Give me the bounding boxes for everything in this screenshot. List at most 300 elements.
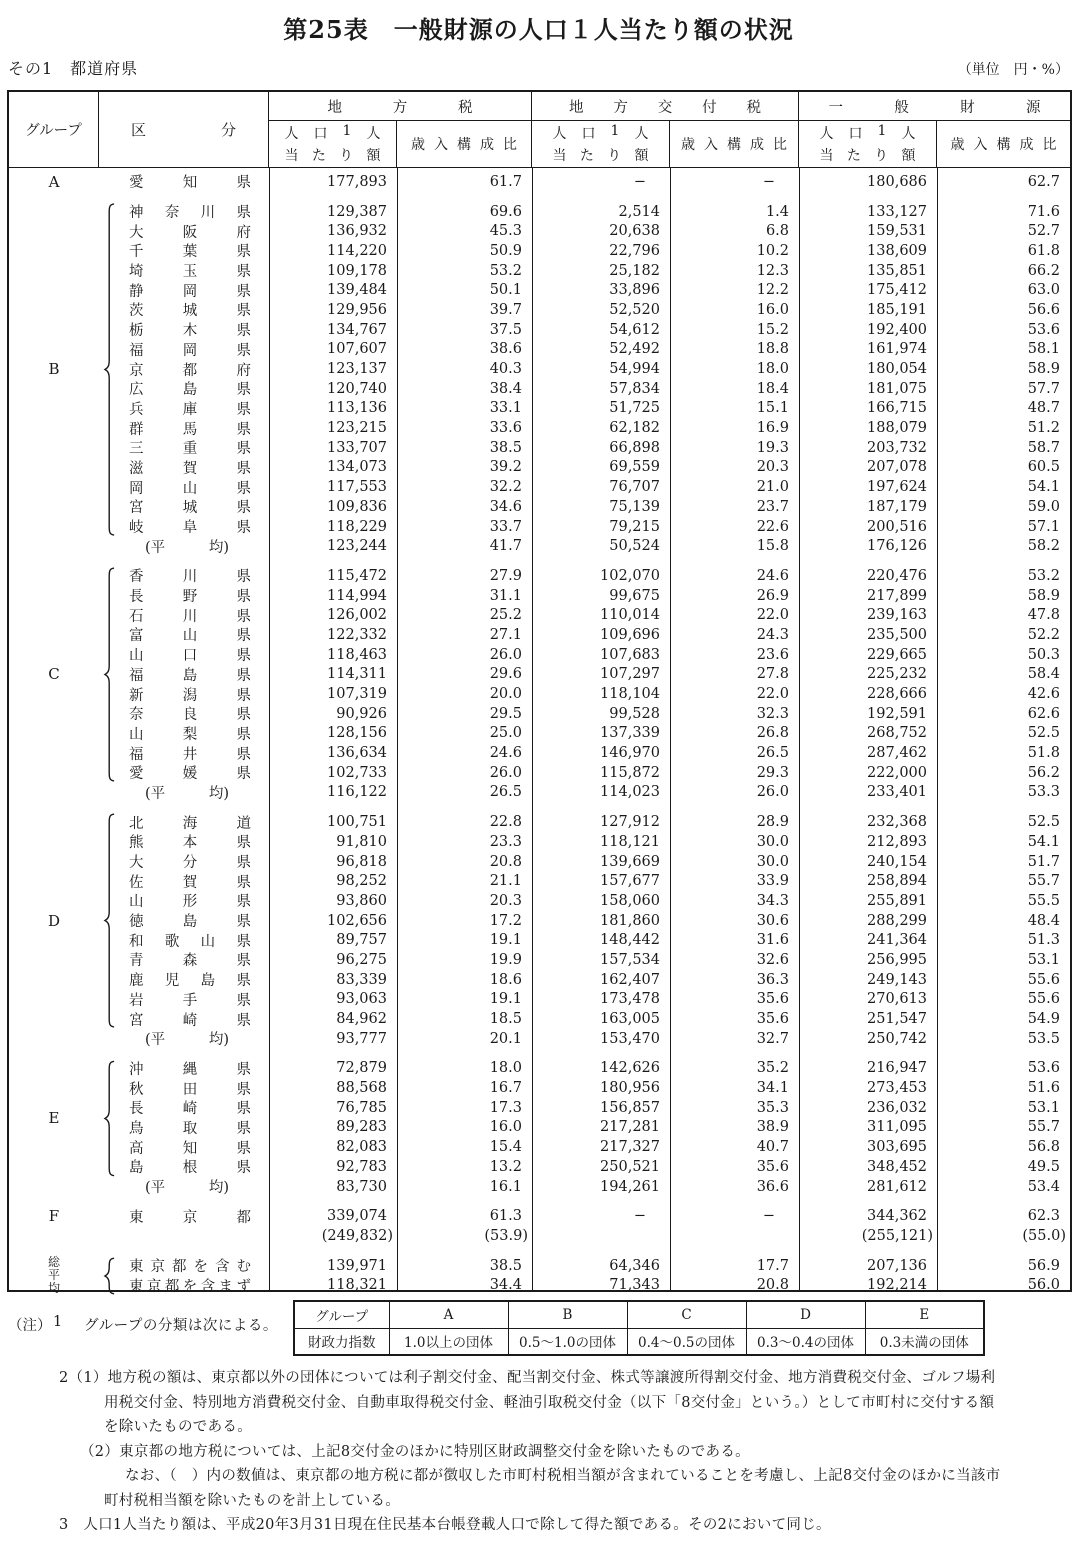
table-row xyxy=(9,1157,1070,1177)
table-part-label: その1 都道府県 xyxy=(8,59,139,78)
value-cell: 129,387 xyxy=(327,203,387,220)
region-name-cell: 岐 阜 県 xyxy=(129,520,251,537)
value-cell: 32.2 xyxy=(489,479,522,496)
value-cell: 49.5 xyxy=(1027,1158,1060,1175)
value-cell: 26.0 xyxy=(489,646,522,663)
table-row xyxy=(9,605,1070,625)
value-cell: 2,514 xyxy=(618,203,660,220)
value-cell: 91,810 xyxy=(336,833,387,850)
region-name-cell: 島 根 県 xyxy=(129,1160,251,1177)
value-cell: 61.8 xyxy=(1027,242,1060,259)
value-cell: 54.1 xyxy=(1027,833,1060,850)
value-cell: 90,926 xyxy=(336,705,387,722)
value-cell: 51,725 xyxy=(609,400,660,417)
value-cell: − xyxy=(762,1208,775,1225)
value-cell: 56.2 xyxy=(1027,764,1060,781)
note-line: 町村税相当額を除いたものを計上している。 xyxy=(104,1492,400,1509)
value-cell: 255,891 xyxy=(867,892,927,909)
group-label: D xyxy=(47,911,61,930)
table-row xyxy=(9,1256,1070,1276)
value-cell: 181,075 xyxy=(867,380,927,397)
region-name-cell: 茨 城 県 xyxy=(129,303,251,320)
table-row xyxy=(9,704,1070,724)
value-cell: 26.0 xyxy=(489,764,522,781)
table-row xyxy=(9,990,1070,1010)
value-cell: 15.4 xyxy=(489,1139,522,1156)
value-cell: 181,860 xyxy=(600,912,660,929)
value-cell: 114,023 xyxy=(600,784,660,801)
value-cell: 25.2 xyxy=(489,607,522,624)
value-cell: 159,531 xyxy=(867,223,927,240)
value-cell: 161,974 xyxy=(867,341,927,358)
value-cell: 96,818 xyxy=(336,853,387,870)
table-row xyxy=(9,586,1070,606)
value-cell: 52.2 xyxy=(1027,626,1060,643)
value-cell: 123,137 xyxy=(327,361,387,378)
region-name-cell: 千 葉 県 xyxy=(129,244,251,261)
value-cell: 59.0 xyxy=(1027,498,1060,515)
class-table-cell: B xyxy=(508,1301,627,1328)
region-name-cell: 神 奈 川 県 xyxy=(129,205,251,222)
value-cell: 26.8 xyxy=(756,725,789,742)
table-row xyxy=(9,438,1070,458)
value-cell: 92,783 xyxy=(336,1158,387,1175)
region-name-cell: 福 島 県 xyxy=(129,667,251,684)
value-cell: 134,073 xyxy=(327,459,387,476)
value-cell: 66.2 xyxy=(1027,262,1060,279)
region-name-cell: 新 潟 県 xyxy=(129,687,251,704)
value-cell: 217,899 xyxy=(867,587,927,604)
section-title: 一 般 財 源 xyxy=(799,92,1070,121)
region-name-cell: 長 崎 県 xyxy=(129,1101,251,1118)
class-table-cell: D xyxy=(746,1301,865,1328)
value-cell: 30.0 xyxy=(756,833,789,850)
value-cell: 15.8 xyxy=(756,538,789,555)
value-cell: 116,122 xyxy=(327,784,387,801)
region-name-cell: 山 梨 県 xyxy=(129,726,251,743)
region-name-cell: (平 均) xyxy=(145,539,229,556)
region-name-cell: 栃 木 県 xyxy=(129,323,251,340)
value-cell: 177,893 xyxy=(327,173,387,190)
value-cell: 26.5 xyxy=(489,784,522,801)
value-cell: 79,215 xyxy=(609,518,660,535)
unit-note: （単位 円・%） xyxy=(957,62,1069,78)
value-cell xyxy=(532,1226,670,1246)
note-1 xyxy=(8,1300,1070,1362)
value-cell: 75,139 xyxy=(609,498,660,515)
value-cell: 33.6 xyxy=(489,420,522,437)
value-cell: 166,715 xyxy=(867,400,927,417)
sub-header-row xyxy=(8,56,1069,78)
header-per-capita: 人 口 1 人 当 た り 額 xyxy=(532,121,670,167)
class-table-cell: C xyxy=(627,1301,746,1328)
table-row-paren xyxy=(9,1226,1070,1246)
value-cell: 344,362 xyxy=(867,1208,927,1225)
value-cell: 39.7 xyxy=(489,301,522,318)
column-rule xyxy=(532,168,533,1290)
value-cell: 153,470 xyxy=(600,1030,660,1047)
value-cell: 57.7 xyxy=(1027,380,1060,397)
group-block-C xyxy=(9,566,1070,802)
value-cell: 135,851 xyxy=(867,262,927,279)
value-cell: 38.6 xyxy=(489,341,522,358)
table-row xyxy=(9,911,1070,931)
header-section-general-resources xyxy=(799,92,1070,167)
table-row xyxy=(9,812,1070,832)
value-cell: 62.6 xyxy=(1027,705,1060,722)
value-cell: 27.1 xyxy=(489,626,522,643)
region-name-cell: 石 川 県 xyxy=(129,608,251,625)
table-row xyxy=(9,871,1070,891)
value-cell: 17.2 xyxy=(489,912,522,929)
value-cell: 45.3 xyxy=(489,223,522,240)
region-name-cell: 兵 庫 県 xyxy=(129,401,251,418)
value-cell: 53.5 xyxy=(1027,1030,1060,1047)
group-column-cell xyxy=(9,1177,99,1197)
group-label: B xyxy=(48,360,60,379)
value-cell: 29.5 xyxy=(489,705,522,722)
value-cell: 180,686 xyxy=(867,173,927,190)
value-cell: 139,669 xyxy=(600,853,660,870)
value-cell: 71.6 xyxy=(1027,203,1060,220)
table-header xyxy=(9,92,1070,168)
table-row xyxy=(9,497,1070,517)
note-line: 用税交付金、特別地方消費税交付金、自動車取得税交付金、軽油引取税交付金（以下「8交付金」という。）として市町村に交付する額 xyxy=(104,1394,995,1411)
value-cell: 113,136 xyxy=(327,400,387,417)
region-name-cell: (平 均) xyxy=(145,785,229,802)
value-cell: 273,453 xyxy=(867,1080,927,1097)
value-cell: 100,751 xyxy=(327,814,387,831)
value-cell: 62,182 xyxy=(609,420,660,437)
value-cell: 93,777 xyxy=(336,1030,387,1047)
value-cell: 29.6 xyxy=(489,666,522,683)
value-cell: 18.5 xyxy=(489,1011,522,1028)
value-cell: 32.6 xyxy=(756,951,789,968)
value-cell: 136,932 xyxy=(327,223,387,240)
value-cell: 28.9 xyxy=(756,814,789,831)
value-cell: 35.3 xyxy=(756,1099,789,1116)
value-cell: 23.7 xyxy=(756,498,789,515)
header-category-column xyxy=(99,92,269,167)
value-cell: 114,220 xyxy=(327,242,387,259)
value-cell: 58.9 xyxy=(1027,587,1060,604)
value-cell: 18.4 xyxy=(756,380,789,397)
value-cell: 118,229 xyxy=(327,518,387,535)
table-row xyxy=(9,172,1070,192)
value-cell: 41.7 xyxy=(489,538,522,555)
value-cell: 58.7 xyxy=(1027,439,1060,456)
value-cell: 22,796 xyxy=(609,242,660,259)
table-row xyxy=(9,418,1070,438)
table-row xyxy=(9,950,1070,970)
region-name-cell: 岩 手 県 xyxy=(129,992,251,1009)
class-table-cell: 財政力指数 xyxy=(294,1328,389,1355)
table-row xyxy=(9,665,1070,685)
value-cell: 31.1 xyxy=(489,587,522,604)
value-cell: 27.9 xyxy=(489,567,522,584)
value-cell: 139,971 xyxy=(327,1257,387,1274)
value-cell: 25,182 xyxy=(609,262,660,279)
value-cell: 35.6 xyxy=(756,1158,789,1175)
value-cell: 249,143 xyxy=(867,971,927,988)
region-name-cell: 愛 知 県 xyxy=(129,175,251,192)
group-block-D xyxy=(9,812,1070,1048)
value-cell: 20.3 xyxy=(489,892,522,909)
table-row-average xyxy=(9,1029,1070,1049)
header-per-capita: 人 口 1 人 当 た り 額 xyxy=(269,121,397,167)
value-cell: 19.1 xyxy=(489,932,522,949)
value-cell: 251,547 xyxy=(867,1011,927,1028)
value-cell: 129,956 xyxy=(327,301,387,318)
value-cell: 134,767 xyxy=(327,321,387,338)
value-cell: 23.3 xyxy=(489,833,522,850)
region-name-cell: 東 京 都 xyxy=(129,1209,251,1226)
value-cell: 18.8 xyxy=(756,341,789,358)
section-title: 地 方 税 xyxy=(269,92,531,121)
value-cell: 50.3 xyxy=(1027,646,1060,663)
value-cell: 268,752 xyxy=(867,725,927,742)
region-name-cell: 大 阪 府 xyxy=(129,224,251,241)
value-cell: 203,732 xyxy=(867,439,927,456)
note-1-number: 1 xyxy=(53,1314,63,1330)
group-block-総平均 xyxy=(9,1256,1070,1295)
header-category-label: 区 分 xyxy=(131,121,236,139)
value-cell: 107,607 xyxy=(327,341,387,358)
value-cell: 10.2 xyxy=(756,242,789,259)
region-name-cell: 東 京 都 を 含 む xyxy=(129,1259,251,1276)
value-cell: 157,534 xyxy=(600,951,660,968)
value-cell: 55.5 xyxy=(1027,892,1060,909)
value-cell: 30.0 xyxy=(756,853,789,870)
header-revenue-ratio: 歳 入 構 成 比 xyxy=(411,137,517,153)
value-cell: 53.6 xyxy=(1027,321,1060,338)
value-cell: 55.7 xyxy=(1027,873,1060,890)
value-cell: 13.2 xyxy=(489,1158,522,1175)
table-row xyxy=(9,379,1070,399)
header-revenue-ratio: 歳 入 構 成 比 xyxy=(681,137,787,153)
value-cell: 109,696 xyxy=(600,626,660,643)
value-cell: 22.8 xyxy=(489,814,522,831)
region-name-cell: 群 馬 県 xyxy=(129,421,251,438)
value-cell: 55.6 xyxy=(1027,991,1060,1008)
table-row xyxy=(9,1078,1070,1098)
value-cell: 82,083 xyxy=(336,1139,387,1156)
region-name-cell: 高 知 県 xyxy=(129,1140,251,1157)
table-row xyxy=(9,399,1070,419)
value-cell: 6.8 xyxy=(765,223,789,240)
value-cell: 53.2 xyxy=(489,262,522,279)
region-name-cell: 秋 田 県 xyxy=(129,1081,251,1098)
region-name-cell xyxy=(99,1226,269,1246)
value-cell: 137,339 xyxy=(600,725,660,742)
value-cell: 52.7 xyxy=(1027,223,1060,240)
value-cell: 84,962 xyxy=(336,1011,387,1028)
value-cell: 128,156 xyxy=(327,725,387,742)
value-cell: 127,912 xyxy=(600,814,660,831)
value-cell: 20,638 xyxy=(609,223,660,240)
value-cell: (55.0) xyxy=(1022,1227,1066,1244)
table-row xyxy=(9,1118,1070,1138)
column-rule xyxy=(670,168,671,1290)
header-section-allocation-tax xyxy=(532,92,799,167)
value-cell: 57,834 xyxy=(609,380,660,397)
value-cell: 24.3 xyxy=(756,626,789,643)
value-cell: 16.0 xyxy=(756,301,789,318)
value-cell: 17.3 xyxy=(489,1099,522,1116)
value-cell: 51.8 xyxy=(1027,745,1060,762)
value-cell: − xyxy=(762,173,775,190)
region-name-cell: (平 均) xyxy=(145,1180,229,1197)
value-cell: 192,591 xyxy=(867,705,927,722)
value-cell: 235,500 xyxy=(867,626,927,643)
value-cell: 93,063 xyxy=(336,991,387,1008)
column-rule xyxy=(269,168,270,1290)
table-row xyxy=(9,743,1070,763)
value-cell: 54.1 xyxy=(1027,479,1060,496)
region-name-cell: 鹿 児 島 県 xyxy=(129,973,251,990)
region-name-cell: 富 山 県 xyxy=(129,628,251,645)
value-cell: 258,894 xyxy=(867,873,927,890)
value-cell: 50.9 xyxy=(489,242,522,259)
value-cell: 61.3 xyxy=(489,1208,522,1225)
value-cell: 72,879 xyxy=(336,1060,387,1077)
region-name-cell: 奈 良 県 xyxy=(129,707,251,724)
table-row xyxy=(9,1137,1070,1157)
value-cell: 60.5 xyxy=(1027,459,1060,476)
value-cell: 281,612 xyxy=(867,1178,927,1195)
value-cell: 236,032 xyxy=(867,1099,927,1116)
value-cell: 146,970 xyxy=(600,745,660,762)
value-cell: 58.2 xyxy=(1027,538,1060,555)
value-cell: 57.1 xyxy=(1027,518,1060,535)
table-row xyxy=(9,684,1070,704)
value-cell: 18.0 xyxy=(756,361,789,378)
value-cell: (249,832) xyxy=(321,1227,393,1244)
value-cell: 220,476 xyxy=(867,567,927,584)
value-cell: 16.7 xyxy=(489,1080,522,1097)
value-cell: 142,626 xyxy=(600,1060,660,1077)
table-row xyxy=(9,280,1070,300)
value-cell: 98,252 xyxy=(336,873,387,890)
value-cell: 115,872 xyxy=(600,764,660,781)
class-table-cell: 0.3未満の団体 xyxy=(865,1328,984,1355)
region-name-cell: 東 京 都 を 含 ま ず xyxy=(129,1278,251,1295)
value-cell: 16.0 xyxy=(489,1119,522,1136)
value-cell: 33.9 xyxy=(756,873,789,890)
region-name-cell: 佐 賀 県 xyxy=(129,874,251,891)
value-cell: 52,492 xyxy=(609,341,660,358)
value-cell: 24.6 xyxy=(756,567,789,584)
value-cell: 51.3 xyxy=(1027,932,1060,949)
table-row xyxy=(9,930,1070,950)
value-cell: 69,559 xyxy=(609,459,660,476)
value-cell: 50.1 xyxy=(489,282,522,299)
table-row-average xyxy=(9,783,1070,803)
table-row xyxy=(9,1059,1070,1079)
value-cell: 76,707 xyxy=(609,479,660,496)
table-body xyxy=(9,168,1070,1295)
value-cell: 18.0 xyxy=(489,1060,522,1077)
value-cell: 133,127 xyxy=(867,203,927,220)
value-cell: 240,154 xyxy=(867,853,927,870)
table-row xyxy=(9,458,1070,478)
value-cell: 207,078 xyxy=(867,459,927,476)
region-name-cell: 岡 山 県 xyxy=(129,480,251,497)
region-name-cell: 山 口 県 xyxy=(129,648,251,665)
value-cell: 69.6 xyxy=(489,203,522,220)
table-row xyxy=(9,202,1070,222)
value-cell: 12.3 xyxy=(756,262,789,279)
value-cell: 34.6 xyxy=(489,498,522,515)
value-cell: 212,893 xyxy=(867,833,927,850)
value-cell: 311,095 xyxy=(867,1119,927,1136)
region-name-cell: 滋 賀 県 xyxy=(129,460,251,477)
value-cell: 138,609 xyxy=(867,242,927,259)
section-title: 地 方 交 付 税 xyxy=(532,92,798,121)
value-cell: 229,665 xyxy=(867,646,927,663)
value-cell: 33.1 xyxy=(489,400,522,417)
value-cell: 53.2 xyxy=(1027,567,1060,584)
class-table-cell: 1.0以上の団体 xyxy=(389,1328,508,1355)
class-table-cell: グループ xyxy=(294,1301,389,1328)
value-cell: 270,613 xyxy=(867,991,927,1008)
region-name-cell: 埼 玉 県 xyxy=(129,264,251,281)
value-cell: 52,520 xyxy=(609,301,660,318)
value-cell: 217,281 xyxy=(600,1119,660,1136)
value-cell: 58.4 xyxy=(1027,666,1060,683)
value-cell: 187,179 xyxy=(867,498,927,515)
value-cell: 54.9 xyxy=(1027,1011,1060,1028)
value-cell: 102,070 xyxy=(600,567,660,584)
value-cell: 217,327 xyxy=(600,1139,660,1156)
value-cell: 1.4 xyxy=(765,203,789,220)
value-cell: 76,785 xyxy=(336,1099,387,1116)
region-name-cell: (平 均) xyxy=(145,1032,229,1049)
value-cell: 232,368 xyxy=(867,814,927,831)
group-column-cell xyxy=(9,1029,99,1049)
table-row xyxy=(9,566,1070,586)
group-block-B xyxy=(9,202,1070,556)
region-name-cell: 福 岡 県 xyxy=(129,342,251,359)
value-cell: 31.6 xyxy=(756,932,789,949)
value-cell: 19.1 xyxy=(489,991,522,1008)
value-cell: 38.9 xyxy=(756,1119,789,1136)
value-cell: 118,104 xyxy=(600,686,660,703)
region-name-cell: 北 海 道 xyxy=(129,815,251,832)
value-cell: 225,232 xyxy=(867,666,927,683)
group-classification-table xyxy=(293,1300,985,1356)
class-table-cell: E xyxy=(865,1301,984,1328)
value-cell: 20.0 xyxy=(489,686,522,703)
table-row xyxy=(9,891,1070,911)
value-cell: 250,521 xyxy=(600,1158,660,1175)
value-cell: 250,742 xyxy=(867,1030,927,1047)
value-cell: 56.0 xyxy=(1027,1277,1060,1294)
value-cell: 66,898 xyxy=(609,439,660,456)
value-cell: 38.4 xyxy=(489,380,522,397)
value-cell: 32.7 xyxy=(756,1030,789,1047)
value-cell: 287,462 xyxy=(867,745,927,762)
value-cell: 22.0 xyxy=(756,607,789,624)
value-cell: 18.6 xyxy=(489,971,522,988)
value-cell: 24.6 xyxy=(489,745,522,762)
value-cell: 118,321 xyxy=(327,1277,387,1294)
value-cell: 118,463 xyxy=(327,646,387,663)
region-name-cell: 宮 城 県 xyxy=(129,500,251,517)
value-cell: 175,412 xyxy=(867,282,927,299)
table-row xyxy=(9,261,1070,281)
table-row xyxy=(9,359,1070,379)
